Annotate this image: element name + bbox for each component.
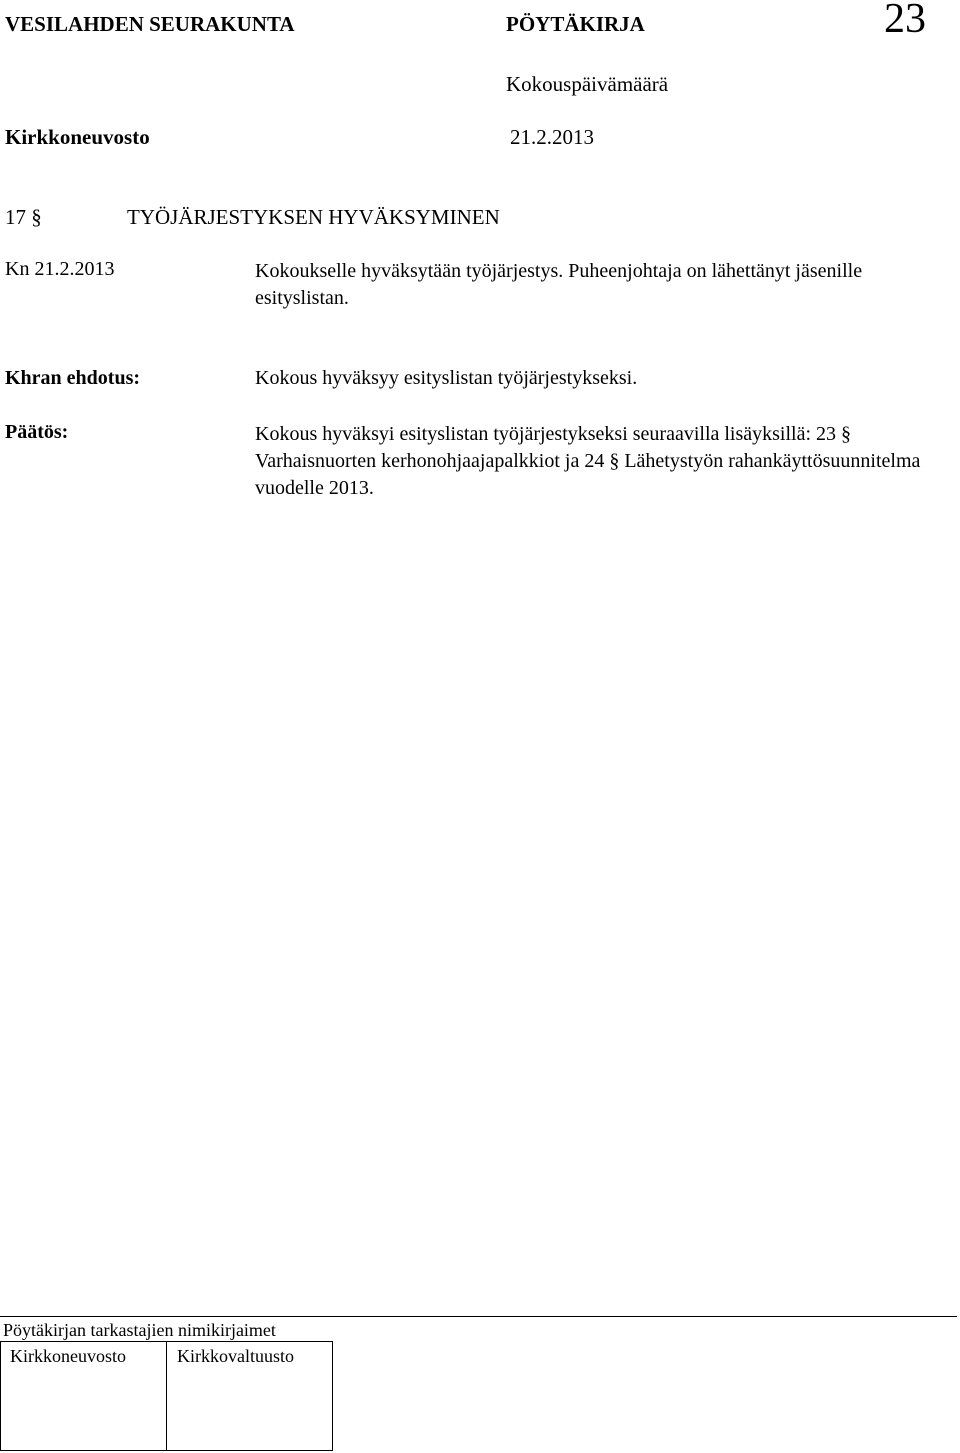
page-number: 23: [884, 0, 926, 42]
decision-label: Päätös:: [5, 421, 69, 443]
footer-divider: [0, 1316, 957, 1317]
signature-box: [0, 1341, 333, 1451]
section-title: TYÖJÄRJESTYKSEN HYVÄKSYMINEN: [127, 205, 500, 229]
section-intro: Kokoukselle hyväksytään työjärjestys. Puheenjohtaja on lähettänyt jäsenille esityslistan.: [255, 260, 863, 309]
signature-label-kirkkovaltuusto: Kirkkovaltuusto: [177, 1346, 294, 1366]
meeting-reference: Kn 21.2.2013: [5, 258, 115, 280]
signature-box-divider: [166, 1342, 167, 1450]
organization-name: VESILAHDEN SEURAKUNTA: [5, 12, 295, 36]
meeting-date: 21.2.2013: [510, 125, 594, 149]
signature-label-kirkkoneuvosto: Kirkkoneuvosto: [10, 1346, 126, 1366]
proposal-label: Khran ehdotus:: [5, 367, 141, 389]
footer-caption: Pöytäkirjan tarkastajien nimikirjaimet: [3, 1320, 276, 1340]
proposal-text: Kokous hyväksyy esityslistan työjärjestykseksi.: [255, 367, 638, 389]
decision-text: Kokous hyväksyi esityslistan työjärjestykseksi seuraavilla lisäyksillä: 23 § Varhaisnuorten kerhonohjaajapalkkiot ja 24 § Lähetystyön rahankäyttösuunnitelma vuodelle 2013.: [255, 423, 921, 499]
section-number: 17 §: [5, 205, 42, 229]
governing-body: Kirkkoneuvosto: [5, 125, 150, 149]
document-type: PÖYTÄKIRJA: [506, 12, 645, 36]
meeting-date-label: Kokouspäivämäärä: [506, 72, 669, 96]
